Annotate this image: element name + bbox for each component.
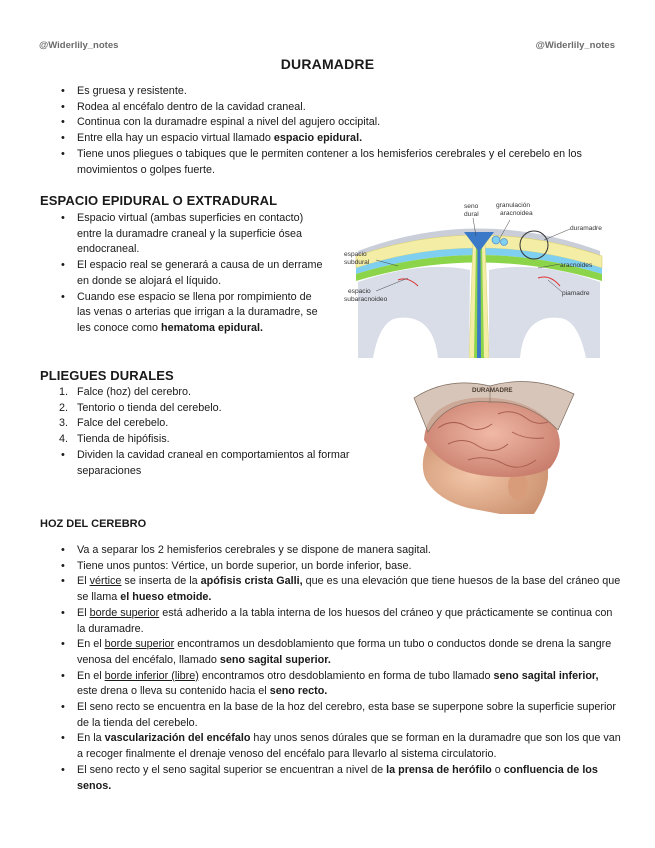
intro-list bbox=[61, 84, 621, 178]
bold-text: espacio epidural. bbox=[273, 132, 363, 145]
text-run: hay unos senos dúrales que se forman en la duramadre que son los que van a recoger finalmente el drenaje venoso del encéfalo para llevarlo al sistema circulatorio. bbox=[77, 732, 621, 761]
text-run: encontramos un desdoblamiento que forma un tubo o conductos donde se drena la sangre venosa del encéfalo, llamado bbox=[77, 638, 612, 666]
pliegue-item bbox=[61, 432, 381, 448]
label-granulacion-2: aracnoidea bbox=[500, 210, 533, 217]
item-number: 3. bbox=[59, 417, 69, 430]
text-run: El espacio real se generará a causa de un derrame en donde se alojará el líquido. bbox=[77, 259, 323, 287]
label-subdural-2: subdural bbox=[344, 259, 370, 266]
falx-vessel bbox=[477, 244, 481, 358]
text-run: Entre ella hay un espacio virtual llamado bbox=[77, 132, 274, 145]
pliegue-text: Falce del cerebelo. bbox=[77, 417, 169, 430]
bold-text: apófisis crista Galli, bbox=[200, 575, 303, 588]
label-seno-2: dural bbox=[464, 211, 479, 218]
underlined-text: borde superior bbox=[89, 606, 160, 619]
text-run: En el bbox=[77, 638, 105, 651]
text-run: El seno recto se encuentra en la base de la hoz del cerebro, esta base se superpone sobre la superficie superior de la tienda del cerebelo. bbox=[77, 701, 616, 729]
label-seno-1: seno bbox=[464, 203, 479, 210]
text-run: Dividen la cavidad craneal en comportamientos al formar separaciones bbox=[77, 448, 350, 477]
label-aracnoides: aracnoides bbox=[560, 262, 593, 269]
text-run: Es gruesa y resistente. bbox=[77, 85, 187, 97]
item-number: 2. bbox=[59, 401, 69, 414]
label-subdural-1: espacio bbox=[344, 251, 367, 258]
meninges-diagram bbox=[338, 196, 620, 358]
hoz-list bbox=[61, 543, 621, 794]
bold-text: el hueso etmoide. bbox=[120, 591, 212, 604]
text-run: está adherido a la tabla interna de los huesos del cráneo y que prácticamente se continua con la duramadre. bbox=[77, 606, 613, 635]
bold-text: hematoma epidural. bbox=[161, 321, 264, 334]
text-run: El bbox=[77, 575, 90, 588]
pliegue-text: Falce (hoz) del cerebro. bbox=[77, 386, 192, 398]
underlined-text: borde superior bbox=[104, 638, 175, 651]
pliegues-bullet-list bbox=[61, 448, 381, 479]
head-dura-illustration bbox=[408, 368, 578, 516]
epidural-heading: ESPACIO EPIDURAL O EXTRADURAL bbox=[40, 193, 278, 208]
hoz-heading: HOZ DEL CEREBRO bbox=[40, 518, 147, 530]
label-granulacion-1: granulación bbox=[496, 202, 531, 209]
label-duramadre-head: DURAMADRE bbox=[472, 387, 513, 394]
text-run: En el bbox=[77, 669, 105, 682]
label-duramadre: duramadre bbox=[570, 225, 602, 232]
pliegue-item bbox=[61, 416, 381, 432]
item-number: 4. bbox=[59, 433, 69, 446]
hoz-item bbox=[61, 731, 621, 762]
text-run: Tiene unos pliegues o tabiques que le permiten contener a los hemisferios cerebrales y el cerebelo en los movimientos o golpes fuerte. bbox=[77, 147, 582, 176]
granulation-1 bbox=[492, 236, 500, 244]
text-run: se inserta de la bbox=[121, 575, 201, 588]
page-title: DURAMADRE bbox=[280, 56, 375, 72]
hoz-item bbox=[61, 669, 621, 700]
text-run: El seno recto y el seno sagital superior se encuentran a nivel de bbox=[77, 763, 387, 776]
pliegue-item bbox=[61, 385, 381, 401]
hoz-item bbox=[61, 763, 621, 794]
pliegues-bullet-item bbox=[61, 448, 381, 479]
item-number: 1. bbox=[59, 386, 69, 398]
hoz-item bbox=[61, 700, 621, 731]
text-run: Espacio virtual (ambas superficies en contacto) entre la duramadre craneal y la superficie ósea endocraneal. bbox=[77, 212, 304, 256]
intro-item bbox=[61, 84, 621, 100]
epidural-item bbox=[61, 258, 323, 289]
intro-item bbox=[61, 147, 621, 178]
bold-text: seno sagital inferior, bbox=[493, 669, 599, 682]
pliegues-lists bbox=[61, 385, 381, 479]
epidural-list bbox=[61, 211, 323, 337]
text-run: Va a separar los 2 hemisferios cerebrales y se dispone de manera sagital. bbox=[77, 544, 431, 556]
text-run: En la bbox=[77, 732, 105, 745]
text-run: Cuando ese espacio se llena por rompimiento de las venas o arterias que irrigan a la duramadre, se les conoce como bbox=[77, 290, 318, 334]
bold-text: la prensa de herófilo bbox=[386, 763, 492, 776]
left-hemisphere bbox=[358, 267, 470, 358]
text-run: encontramos otro desdoblamiento en forma de tubo llamado bbox=[198, 669, 494, 682]
hoz-item bbox=[61, 543, 621, 559]
hoz-item bbox=[61, 606, 621, 637]
bold-text: seno sagital superior. bbox=[219, 653, 331, 666]
epidural-item bbox=[61, 211, 323, 258]
text-run: que es una elevación que tiene huesos de la base del cráneo que se llama bbox=[77, 575, 621, 604]
right-hemisphere bbox=[489, 267, 600, 358]
intro-item bbox=[61, 115, 621, 131]
pliegues-numbered-list bbox=[61, 385, 381, 448]
underlined-text: vértice bbox=[89, 575, 122, 588]
bold-text: confluencia de los senos. bbox=[77, 763, 598, 792]
granulation-2 bbox=[501, 239, 508, 246]
label-piamadre: piamadre bbox=[562, 290, 590, 297]
epidural-item bbox=[61, 290, 323, 337]
author-handle-right: @Widerlily_notes bbox=[535, 40, 615, 51]
bold-text: vascularización del encéfalo bbox=[104, 732, 251, 745]
author-handle-left: @Widerlily_notes bbox=[39, 40, 119, 51]
label-subaracnoideo-1: espacio bbox=[348, 288, 371, 295]
text-run: este drena o lleva su contenido hacia el bbox=[77, 685, 270, 698]
bold-text: seno recto. bbox=[269, 685, 328, 698]
text-run: El bbox=[77, 606, 90, 619]
intro-item bbox=[61, 131, 621, 147]
intro-item bbox=[61, 100, 621, 116]
text-run: Rodea al encéfalo dentro de la cavidad craneal. bbox=[77, 100, 306, 113]
underlined-text: borde inferior (libre) bbox=[104, 669, 199, 682]
pliegue-text: Tienda de hipófisis. bbox=[77, 433, 170, 446]
text-run: Tiene unos puntos: Vértice, un borde superior, un borde inferior, base. bbox=[77, 559, 412, 572]
pliegues-heading: PLIEGUES DURALES bbox=[40, 368, 174, 383]
text-run: o bbox=[491, 763, 504, 776]
hoz-item bbox=[61, 559, 621, 575]
pliegue-text: Tentorio o tienda del cerebelo. bbox=[77, 401, 222, 414]
label-subaracnoideo-2: subaracnoideo bbox=[344, 296, 388, 303]
pliegue-item bbox=[61, 401, 381, 417]
hoz-item bbox=[61, 574, 621, 605]
text-run: Continua con la duramadre espinal a nivel del agujero occipital. bbox=[77, 116, 381, 129]
hoz-item bbox=[61, 637, 621, 668]
